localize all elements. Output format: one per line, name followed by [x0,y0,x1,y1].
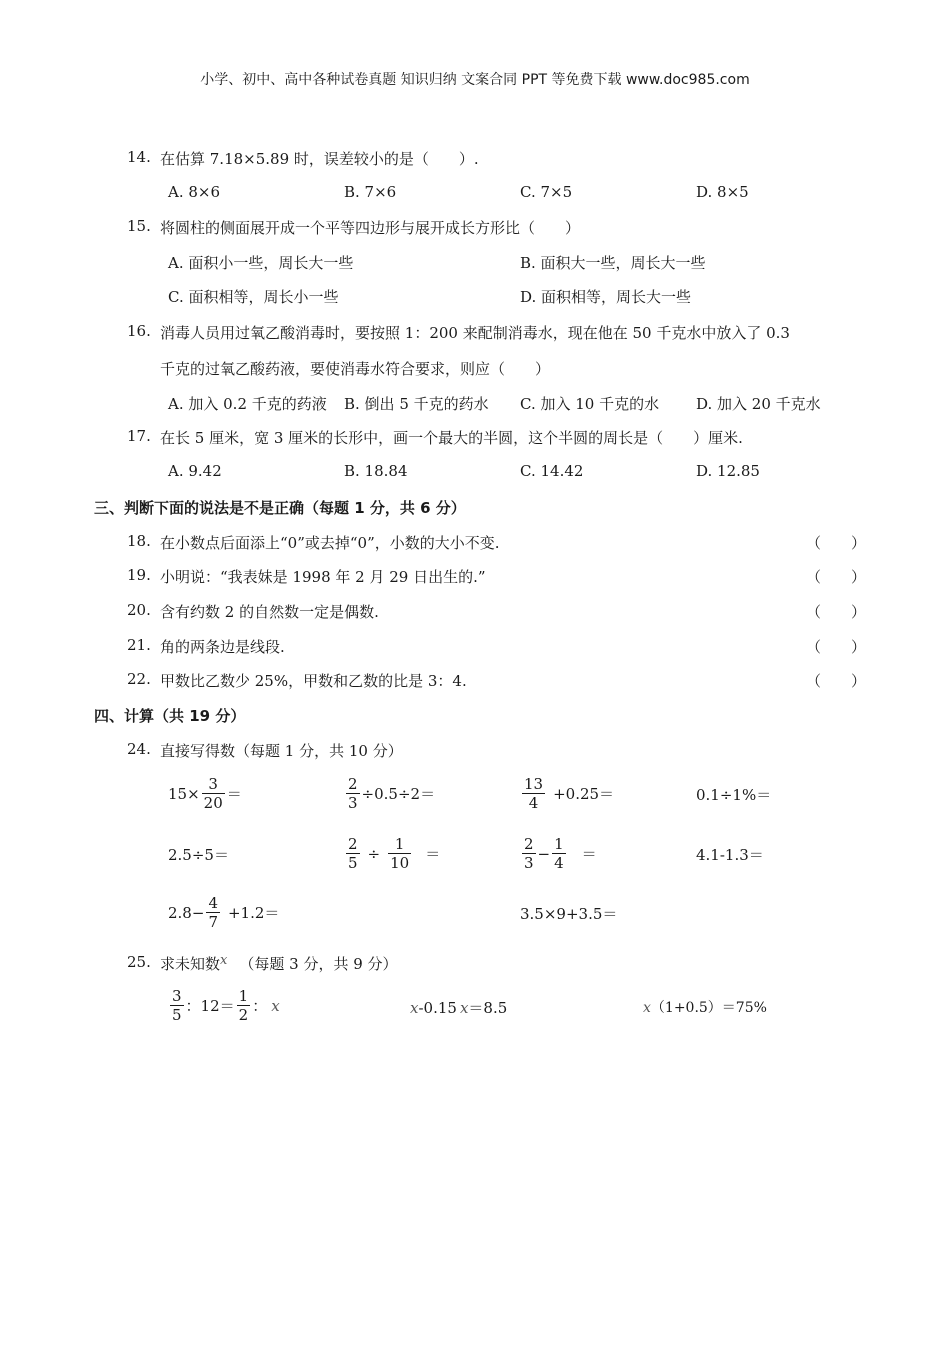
eq-2-result: ＝8.5 [468,999,508,1017]
calc-2-denominator: 3 [348,794,358,812]
eq-1-numerator-2: 1 [238,987,249,1005]
q18-answer-blank: （ ） [806,534,867,552]
calc-9-denominator: 7 [208,913,218,931]
calc-item-10 [520,903,617,924]
q16-option-b: B. 倒出 5 千克的药水 [344,395,489,413]
calc-4-text: 0.1÷1%＝ [696,786,772,804]
q22-text: 甲数比乙数少 25%，甲数和乙数的比是 3：4. [160,672,467,690]
q16-text-line1: 消毒人员用过氧乙酸消毒时，要按照 1：200 来配制消毒水，现在他在 50 千克水中放入了 0.3 [160,324,790,342]
q16-text-line2: 千克的过氧乙酸药液，要使消毒水符合要求，则应（ ） [160,360,551,378]
q21-number: 21. [127,636,151,654]
q17-option-a: A. 9.42 [168,462,222,480]
equation-3 [643,997,767,1017]
q21-answer-blank: （ ） [806,638,867,656]
calc-6-numerator-2: 1 [394,835,405,853]
q20-number: 20. [127,601,151,619]
eq-1-denominator-1: 5 [172,1006,182,1024]
eq-1-fraction-1 [170,987,184,1024]
q14-text: 在估算 7.18×5.89 时，误差较小的是（ ）. [160,150,479,168]
calc-item-8 [696,844,764,865]
calc-7-denominator-1: 3 [524,854,534,872]
q24-text: 直接写得数（每题 1 分，共 10 分） [160,742,403,760]
calc-6-suffix: ＝ [425,845,441,863]
q20-answer-blank: （ ） [806,603,867,621]
calc-6-operator: ÷ [367,844,381,863]
calc-2-numerator: 2 [348,775,358,793]
q25-note: （每题 3 分，共 9 分） [239,955,398,973]
page-header: 小学、初中、高中各种试卷真题 知识归纳 文案合同 PPT 等免费下载 www.doc985.com [200,72,750,88]
calc-7-suffix: ＝ [581,845,597,863]
q14-option-d: D. 8×5 [696,183,749,201]
section-4-title: 四、计算（共 19 分） [94,707,246,725]
calc-1-fraction [202,775,225,812]
calc-9-numerator: 4 [208,894,218,912]
calc-1-numerator: 3 [208,775,218,793]
calc-item-2 [344,775,435,812]
calc-7-operator: − [537,844,551,863]
calc-6-fraction-1 [346,835,360,872]
q25-label: 求未知数 [160,955,221,973]
calc-item-6 [344,835,440,872]
q14-option-b: B. 7×6 [344,183,397,201]
q19-number: 19. [127,566,151,584]
calc-1-denominator: 20 [203,794,223,812]
eq-3-variable: x [643,1000,651,1016]
q19-answer-blank: （ ） [806,568,867,586]
q22-number: 22. [127,670,151,688]
q16-option-a: A. 加入 0.2 千克的药液 [168,395,327,413]
eq-1-variable: x [271,996,280,1015]
calc-item-5 [168,844,229,865]
q19-text: 小明说：“我表妹是 1998 年 2 月 29 日出生的.” [160,568,486,586]
calc-7-denominator-2: 4 [554,854,564,872]
eq-2-variable-1: x [410,999,419,1017]
calc-3-denominator: 4 [522,793,545,812]
q25-variable: x [220,953,228,968]
calc-item-9 [168,894,279,931]
eq-1-colon: ： [252,997,268,1015]
calc-7-fraction-2 [552,835,566,872]
eq-1-numerator-1: 3 [172,987,182,1005]
q14-number: 14. [127,148,151,166]
calc-6-numerator-1: 2 [348,835,358,853]
calc-9-suffix: +1.2＝ [227,904,280,922]
q15-text: 将圆柱的侧面展开成一个平等四边形与展开成长方形比（ ） [160,219,581,237]
eq-1-fraction-2 [237,987,251,1024]
calc-item-7 [520,835,597,872]
eq-2-coefficient: -0.15 [418,999,457,1017]
q14-option-a: A. 8×6 [168,183,221,201]
q14-option-c: C. 7×5 [520,183,573,201]
q25-text [160,953,398,974]
eq-3-rest: （1+0.5）＝75% [650,1000,767,1016]
calc-9-fraction [206,894,220,931]
q15-option-a: A. 面积小一些，周长大一些 [168,254,354,272]
calc-9-prefix: 2.8− [168,903,205,922]
equation-2 [410,997,507,1018]
q25-number: 25. [127,953,151,971]
q17-option-b: B. 18.84 [344,462,408,480]
q16-option-d: D. 加入 20 千克水 [696,395,821,413]
calc-item-3 [520,775,614,812]
q24-number: 24. [127,740,151,758]
q16-option-c: C. 加入 10 千克的水 [520,395,660,413]
calc-5-text: 2.5÷5＝ [168,846,229,864]
q15-option-b: B. 面积大一些，周长大一些 [520,254,706,272]
calc-7-numerator-1: 2 [524,835,534,853]
q21-text: 角的两条边是线段. [160,638,285,656]
calc-2-fraction [346,775,360,812]
calc-3-suffix: +0.25＝ [553,785,615,803]
calc-1-suffix: ＝ [226,785,242,803]
q17-option-c: C. 14.42 [520,462,584,480]
calc-10-text: 3.5×9+3.5＝ [520,905,618,923]
q15-number: 15. [127,217,151,235]
equation-1 [168,987,280,1024]
calc-3-fraction [522,775,545,812]
eq-1-denominator-2: 2 [238,1006,249,1024]
eq-1-middle: ：12＝ [185,997,235,1015]
section-3-title: 三、判断下面的说法是不是正确（每题 1 分，共 6 分） [94,499,466,517]
q20-text: 含有约数 2 的自然数一定是偶数. [160,603,379,621]
q17-option-d: D. 12.85 [696,462,760,480]
calc-1-prefix: 15× [168,784,200,803]
q17-number: 17. [127,427,151,445]
calc-6-fraction-2 [388,835,411,872]
q22-answer-blank: （ ） [806,672,867,690]
q16-number: 16. [127,322,151,340]
q18-number: 18. [127,532,151,550]
q17-text: 在长 5 厘米，宽 3 厘米的长形中，画一个最大的半圆，这个半圆的周长是（ ）厘米. [160,429,743,447]
q18-text: 在小数点后面添上“0”或去掉“0”，小数的大小不变. [160,534,500,552]
calc-6-denominator-2: 10 [390,854,410,872]
eq-2-variable-2: x [459,999,469,1017]
q15-option-c: C. 面积相等，周长小一些 [168,288,339,306]
calc-item-4 [696,784,771,805]
calc-7-numerator-2: 1 [554,835,564,853]
calc-8-text: 4.1-1.3＝ [696,846,764,864]
calc-item-1 [168,775,242,812]
calc-6-denominator-1: 5 [348,854,358,872]
calc-3-numerator: 13 [524,775,544,793]
calc-2-suffix: ÷0.5÷2＝ [361,785,436,803]
q15-option-d: D. 面积相等，周长大一些 [520,288,692,306]
calc-7-fraction-1 [522,835,536,872]
